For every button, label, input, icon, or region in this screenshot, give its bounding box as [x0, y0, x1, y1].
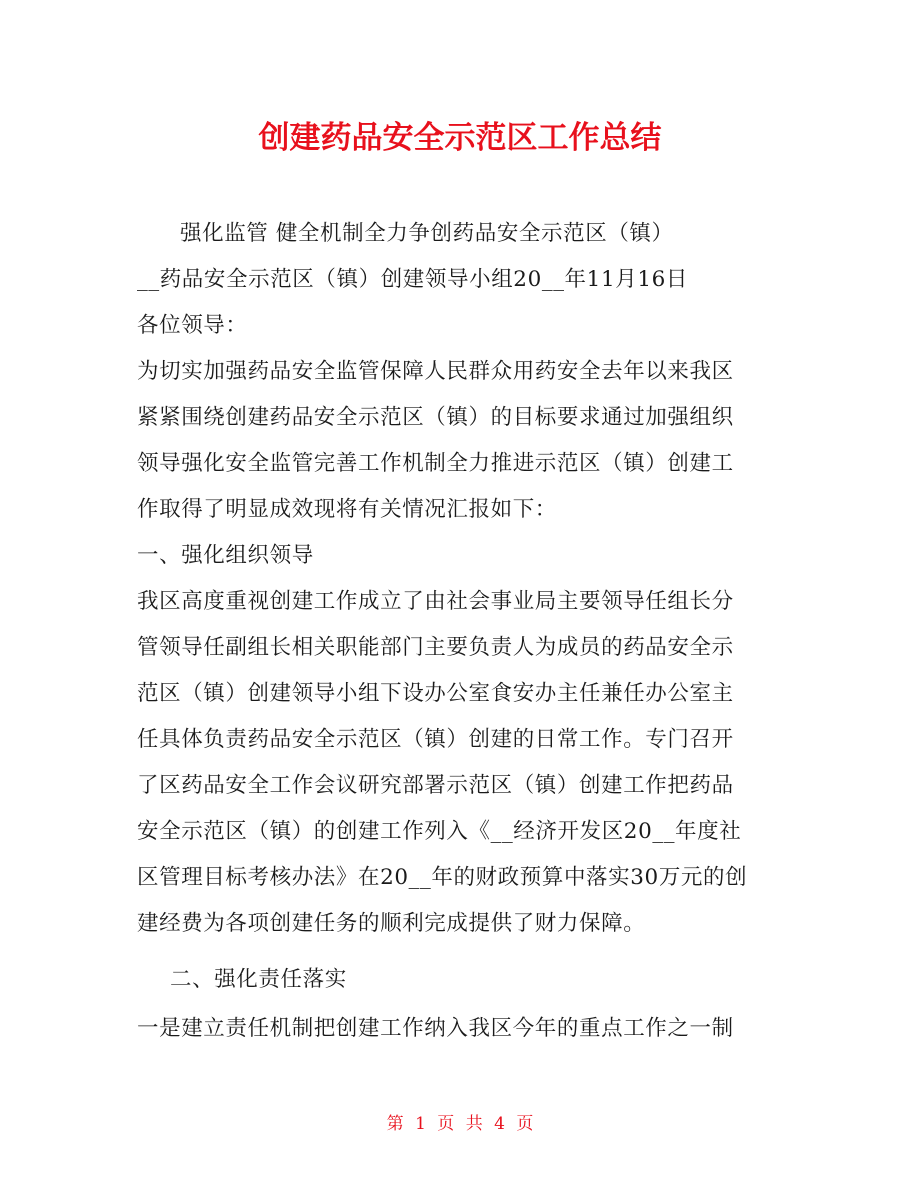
- subtitle-line: 强化监管 健全机制全力争创药品安全示范区（镇）: [180, 221, 674, 246]
- document-title: 创建药品安全示范区工作总结: [258, 120, 662, 156]
- issuer-date-line: __药品安全示范区（镇）创建领导小组20__年11月16日: [137, 267, 688, 292]
- body-line: 任具体负责药品安全示范区（镇）创建的日常工作。专门召开: [137, 727, 734, 752]
- salutation-line: 各位领导：: [137, 313, 248, 338]
- body-line: 建经费为各项创建任务的顺利完成提供了财力保障。: [137, 911, 646, 936]
- body-line: 了区药品安全工作会议研究部署示范区（镇）创建工作把药品: [137, 773, 734, 798]
- section-heading-2: 二、强化责任落实: [170, 967, 347, 992]
- body-line: 紧紧围绕创建药品安全示范区（镇）的目标要求通过加强组织: [137, 405, 734, 430]
- body-line: 区管理目标考核办法》在20__年的财政预算中落实30万元的创: [137, 865, 748, 890]
- body-line: 一是建立责任机制把创建工作纳入我区今年的重点工作之一制: [137, 1016, 734, 1041]
- body-line: 为切实加强药品安全监管保障人民群众用药安全去年以来我区: [137, 359, 734, 384]
- body-line: 领导强化安全监管完善工作机制全力推进示范区（镇）创建工: [137, 451, 734, 476]
- body-line: 范区（镇）创建领导小组下设办公室食安办主任兼任办公室主: [137, 681, 734, 706]
- body-line: 安全示范区（镇）的创建工作列入《__经济开发区20__年度社: [137, 819, 742, 844]
- body-line: 作取得了明显成效现将有关情况汇报如下：: [137, 497, 557, 522]
- page-number-footer: 第 1 页 共 4 页: [386, 1114, 534, 1134]
- body-line: 管领导任副组长相关职能部门主要负责人为成员的药品安全示: [137, 635, 734, 660]
- body-line: 我区高度重视创建工作成立了由社会事业局主要领导任组长分: [137, 589, 734, 614]
- section-heading-1: 一、强化组织领导: [137, 543, 314, 568]
